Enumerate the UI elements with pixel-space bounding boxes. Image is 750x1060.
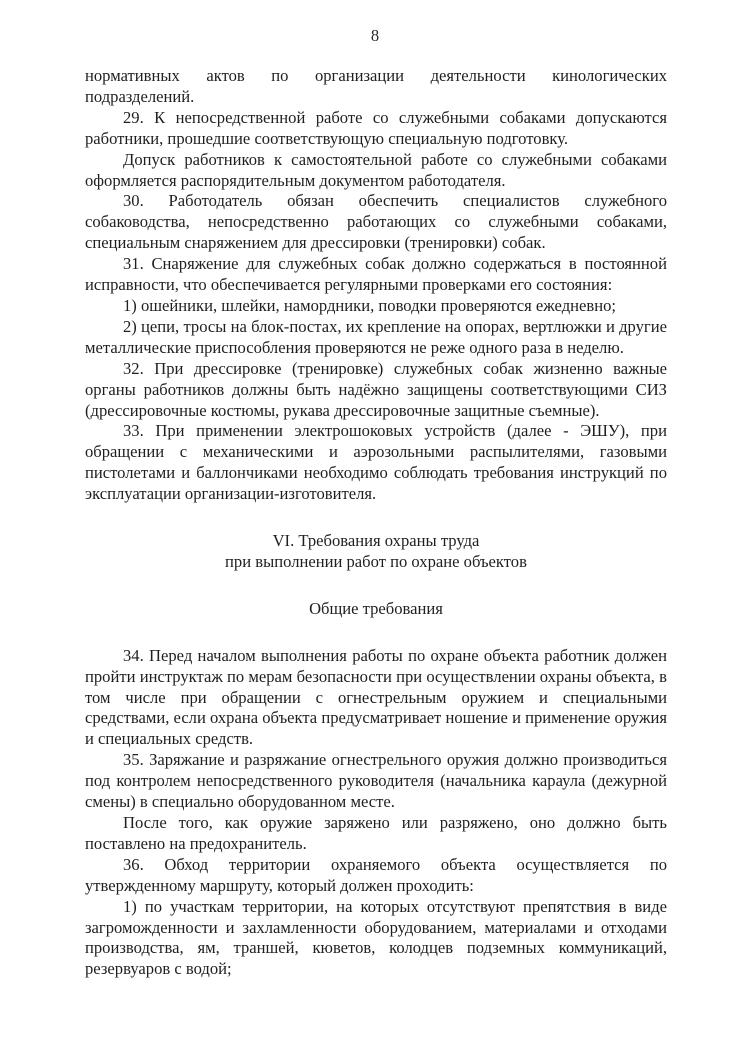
paragraph-34: 34. Перед началом выполнения работы по охране объекта работник должен пройти инструктаж по мерам безопасности при осуществлении охраны объекта, в том числе при обращении с огнестрельным оружием и специальными средствами, если охрана объекта предусматривает ношение и применение оружия и специальных средств. [85,645,667,749]
spacer-after-subheading [85,620,667,646]
section-heading-line1: VI. Требования охраны труда [272,531,480,551]
section-heading [85,531,667,573]
paragraph-dopusk: Допуск работников к самостоятельной работе со служебными собаками оформляется распорядительным документом работодателя. [85,149,667,190]
paragraph-29: 29. К непосредственной работе со служебными собаками допускаются работники, прошедшие соответствующую специальную подготовку. [85,107,667,148]
list-item-31-1: 1) ошейники, шлейки, намордники, поводки проверяются ежедневно; [123,295,616,315]
list-item-31-2: 2) цепи, тросы на блок-постах, их крепление на опорах, вертлюжки и другие металлические приспособления проверяются не реже одного раза в неделю. [85,316,667,357]
spacer-before-heading [85,505,667,531]
paragraph-30: 30. Работодатель обязан обеспечить специалистов служебного собаководства, непосредственно работающих со служебными собаками, специальным снаряжением для дрессировки (тренировки) собак. [85,191,667,253]
subheading-general-requirements: Общие требования [309,598,443,618]
list-item-36-1: 1) по участкам территории, на которых отсутствуют препятствия в виде загроможденности и захламленности оборудованием, материалами и отходами производства, ям, траншей, кюветов, колодцев подземных коммуникаций, резервуаров с водой; [85,896,667,979]
document-body [85,66,667,980]
page-number: 8 [370,26,380,45]
paragraph-posle: После того, как оружие заряжено или разряжено, оно должно быть поставлено на предохранитель. [85,813,667,853]
paragraph-36: 36. Обход территории охраняемого объекта осуществляется по утвержденному маршруту, который должен проходить: [85,854,667,895]
spacer-before-subheading [85,573,667,599]
paragraph-31: 31. Снаряжение для служебных собак должно содержаться в постоянной исправности, что обеспечивается регулярными проверками его состояния: [85,254,667,295]
paragraph-33: 33. При применении электрошоковых устройств (далее - ЭШУ), при обращении с механическими и аэрозольными распылителями, газовыми пистолетами и баллончиками необходимо соблюдать требования инструкций по эксплуатации организации-изготовителя. [85,421,667,504]
paragraph-35: 35. Заряжание и разряжание огнестрельного оружия должно производиться под контролем непосредственного руководителя (начальника караула (дежурной смены) в специально оборудованном месте. [85,750,667,812]
paragraph-32: 32. При дрессировке (тренировке) служебных собак жизненно важные органы работников должны быть надёжно защищены соответствующими СИЗ (дрессировочные костюмы, рукава дрессировочные защитные съемные). [85,358,667,420]
section-heading-line2: при выполнении работ по охране объектов [225,551,527,571]
paragraph-continued: нормативных актов по организации деятельности кинологических подразделений. [85,66,667,106]
